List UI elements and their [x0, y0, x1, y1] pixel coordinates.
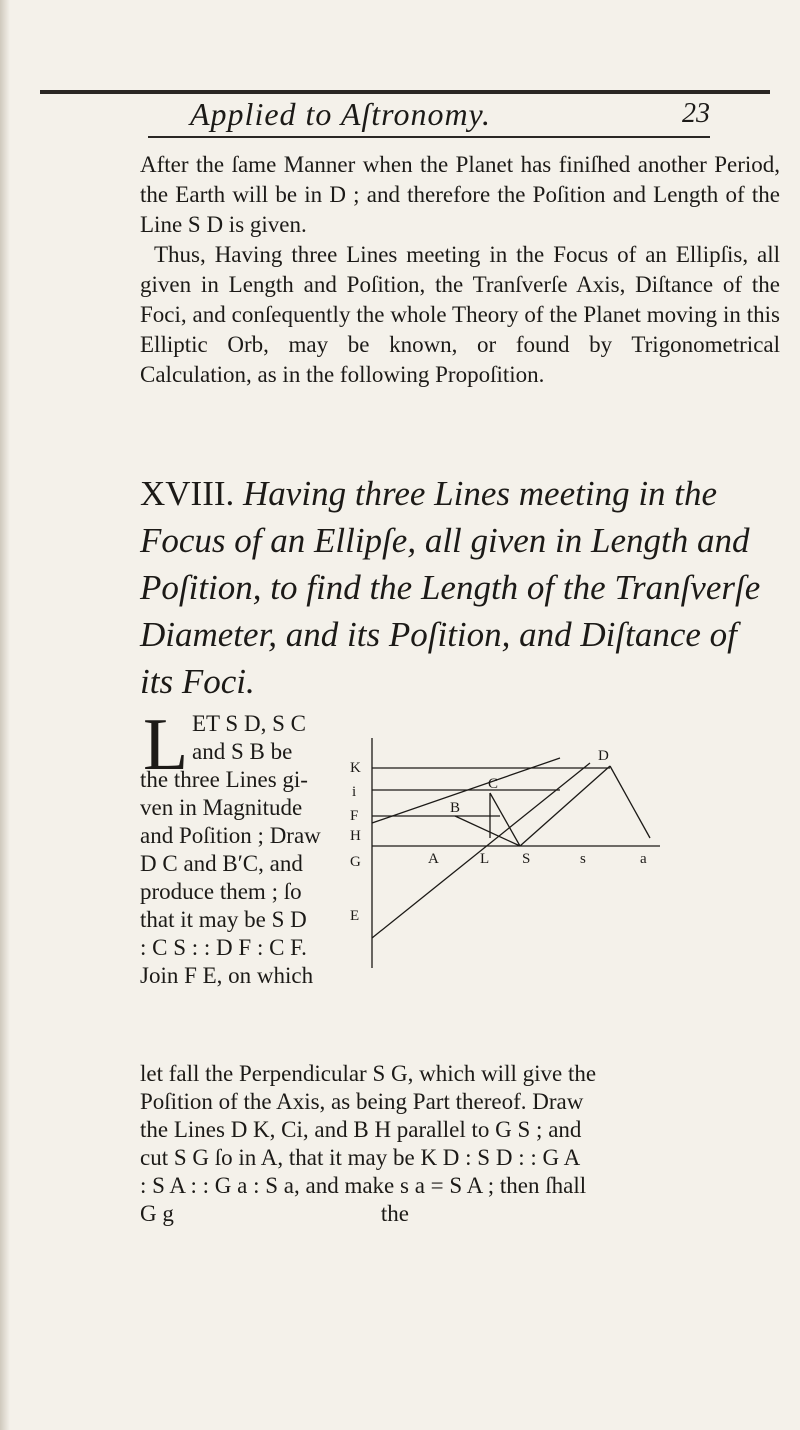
proposition-text-full	[140, 1060, 780, 1228]
ellipse-construction-diagram	[330, 738, 670, 968]
header-rule	[148, 136, 710, 138]
running-header	[150, 96, 710, 136]
label-A: A	[428, 851, 439, 867]
proposition-number: XVIII.	[140, 474, 235, 513]
proposition-text-narrow	[140, 704, 325, 990]
label-H: H	[350, 828, 361, 844]
label-K: K	[350, 760, 361, 776]
text-line: and Poſition ; Draw	[140, 823, 321, 848]
text-line: let fall the Perpendicular S G, which will give the	[140, 1061, 597, 1086]
text-line: ET S D, S C	[192, 711, 306, 736]
proposition-title: Having three Lines meeting in the Focus of an Ellipſe, all given in Length and Poſition, to find the Length of the Tranſverſe Diameter, and its Poſition, and Diſtance of its Foci.	[140, 474, 761, 701]
label-B: B	[450, 800, 461, 816]
label-F: F	[350, 808, 359, 824]
line-SB	[455, 816, 520, 846]
text-line: and S B be	[192, 739, 293, 764]
label-s: s	[580, 851, 586, 867]
label-E: E	[350, 908, 360, 924]
page-edge-shadow	[0, 0, 10, 1430]
proposition-heading	[140, 470, 770, 705]
text-line: G g the	[140, 1201, 409, 1226]
text-line: Join F E, on which	[140, 963, 314, 988]
line-SD	[520, 766, 610, 846]
paragraph-2: Thus, Having three Lines meeting in the Focus of an Ellipſis, all given in Length and Poſition, the Tranſverſe Axis, Diſtance of the Foci, and conſequently the whole Theory of the Planet moving in this Elliptic Orb, may be known, or found by Trigonometrical Calculation, as in the following Propoſition.	[140, 242, 780, 387]
label-D: D	[598, 748, 609, 764]
label-i: i	[352, 784, 357, 800]
label-a: a	[640, 851, 647, 867]
page-number: 23	[682, 98, 710, 129]
geometric-figure	[330, 738, 670, 968]
label-G: G	[350, 854, 361, 870]
label-L: L	[480, 851, 490, 867]
running-title: Applied to Aſtronomy.	[190, 96, 491, 132]
line-SC	[490, 793, 520, 846]
text-line: Poſition of the Axis, as being Part thereof. Draw	[140, 1089, 584, 1114]
text-line: : C S : : D F : C F.	[140, 935, 307, 960]
text-line: produce them ; ſo	[140, 879, 302, 904]
text-line: that it may be S D	[140, 907, 307, 932]
text-line: cut S G ſo in A, that it may be K D : S D : : G A	[140, 1145, 581, 1170]
text-line: the three Lines gi-	[140, 767, 308, 792]
text-line: ven in Magnitude	[140, 795, 303, 820]
paragraph-1: After the ſame Manner when the Planet has finiſhed another Period, the Earth will be in D ; and therefore the Poſition and Length of the Line S D is given.	[140, 152, 780, 237]
label-S: S	[522, 851, 531, 867]
text-line: D C and B′C, and	[140, 851, 303, 876]
line-D-a	[610, 766, 650, 838]
text-line: the Lines D K, Ci, and B H parallel to G S ; and	[140, 1117, 582, 1142]
top-rule	[40, 90, 770, 94]
drop-cap: L	[143, 704, 189, 786]
text-line: : S A : : G a : S a, and make s a = S A ; then ſhall	[140, 1173, 587, 1198]
label-C: C	[488, 776, 499, 792]
